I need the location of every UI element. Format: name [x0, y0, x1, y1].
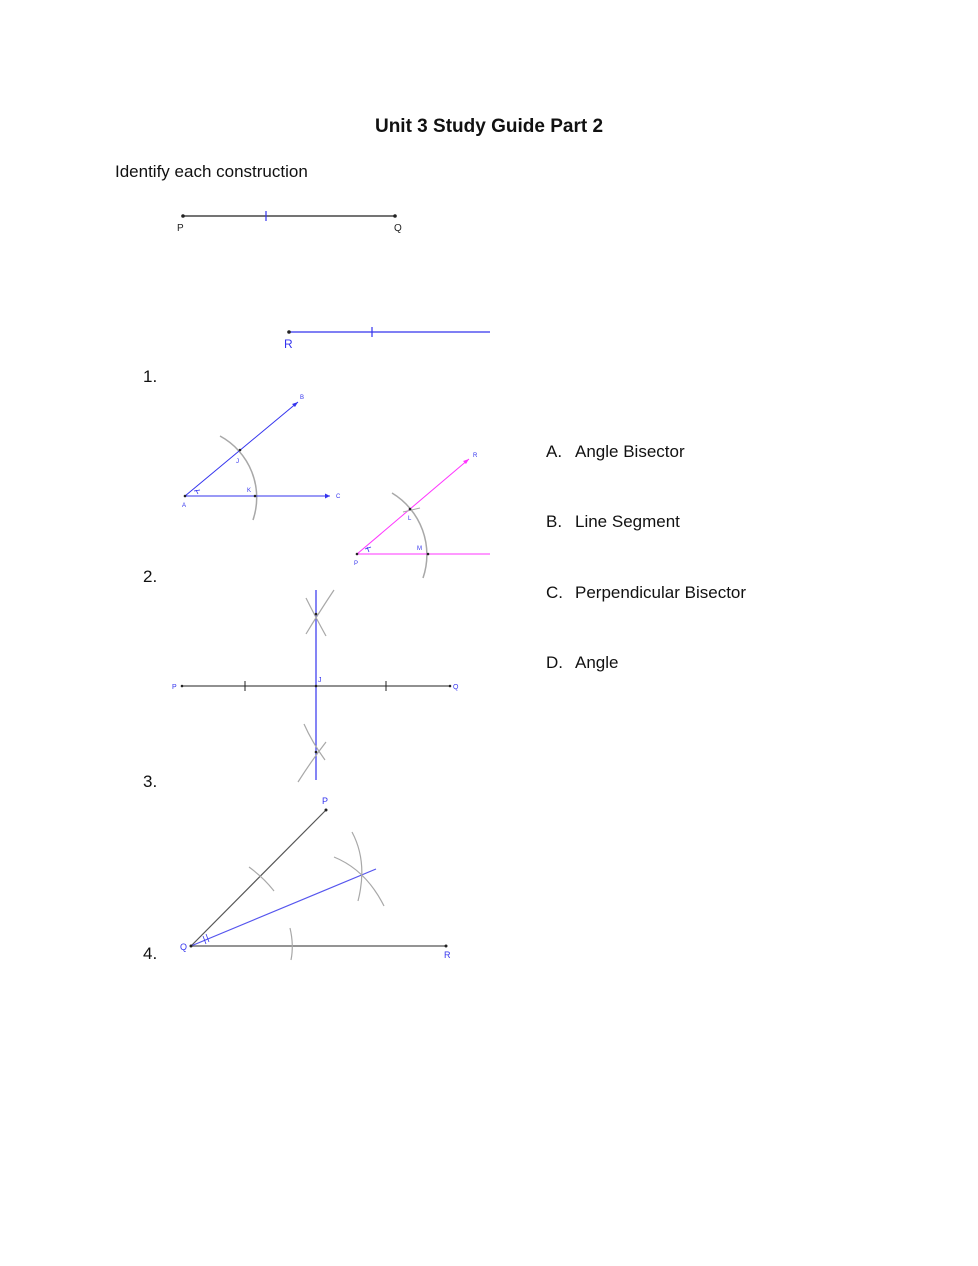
label-p3: P — [172, 684, 177, 691]
label-r4: R — [444, 950, 451, 960]
choice-a-text: Angle Bisector — [575, 442, 685, 461]
label-l: L — [408, 516, 412, 522]
choice-b-letter: B. — [546, 512, 563, 531]
label-j3: J — [318, 677, 322, 684]
label-a: A — [182, 503, 187, 509]
label-m: M — [417, 546, 422, 552]
choice-c-letter: C. — [546, 583, 563, 602]
instructions: Identify each construction — [115, 162, 308, 181]
figure-2-original-angle — [182, 395, 341, 520]
label-p2: P — [354, 561, 359, 567]
label-p4: P — [322, 796, 329, 806]
figure-1-segment-pq — [177, 211, 402, 234]
label-q3: Q — [453, 684, 459, 691]
choice-d-text: Angle — [575, 653, 619, 672]
label-c: C — [336, 494, 341, 500]
question-1-number: 1. — [143, 367, 158, 386]
question-3-number: 3. — [143, 772, 158, 791]
question-4-number: 4. — [143, 944, 158, 963]
label-q: Q — [394, 223, 402, 234]
label-b: B — [300, 395, 305, 401]
page-title: Unit 3 Study Guide Part 2 — [374, 116, 604, 137]
figure-4-angle-bisector — [180, 796, 451, 960]
choice-a-letter: A. — [546, 442, 563, 461]
label-j: J — [236, 459, 239, 465]
label-q4: Q — [180, 942, 188, 952]
figure-3-perpendicular-bisector — [172, 590, 459, 782]
label-r2: R — [473, 453, 478, 459]
choice-d-letter: D. — [546, 653, 563, 672]
question-2-number: 2. — [143, 567, 158, 586]
choice-b-text: Line Segment — [575, 512, 680, 531]
figure-2-copied-angle — [354, 453, 490, 578]
label-k: K — [247, 488, 252, 494]
figure-1-copied-segment — [284, 327, 490, 351]
label-p: P — [177, 223, 184, 234]
choice-c-text: Perpendicular Bisector — [575, 583, 747, 602]
label-r: R — [284, 337, 293, 351]
